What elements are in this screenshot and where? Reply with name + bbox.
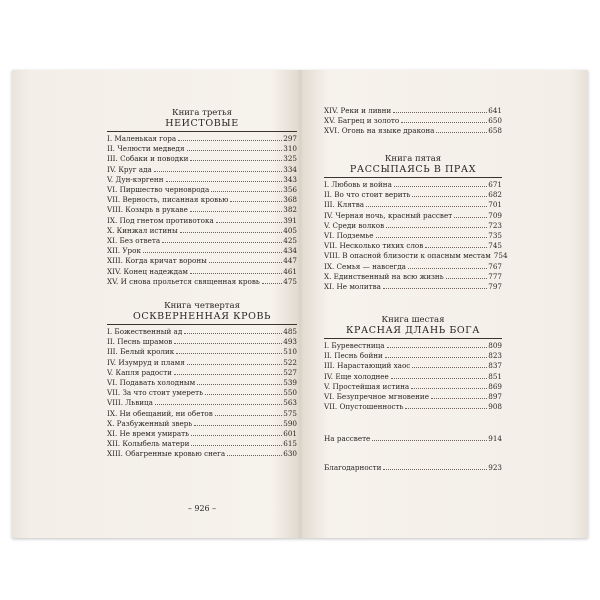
- leader-dots: [190, 211, 282, 212]
- entry-title: VIII. В опасной близости к опасным местам: [324, 251, 491, 261]
- entry-title: XI. Без ответа: [107, 236, 161, 246]
- entry-title: IV. Круг ада: [107, 164, 152, 174]
- toc-entry: [107, 409, 297, 419]
- entry-page: 539: [283, 378, 297, 388]
- entry-title: IX. Ни обещаний, ни обетов: [107, 408, 213, 418]
- right-page: [324, 70, 508, 538]
- entry-page: 550: [283, 388, 297, 398]
- entry-page: 485: [283, 327, 297, 336]
- leader-dots: [454, 217, 487, 218]
- entry-title: XII. Урок: [107, 246, 141, 256]
- toc-entry: [107, 175, 297, 185]
- leader-dots: [436, 132, 487, 133]
- leader-dots: [412, 196, 487, 197]
- book3-rule: [107, 131, 297, 132]
- entry-page: 527: [283, 367, 297, 377]
- entry-title: XII. Колыбель матери: [107, 439, 190, 449]
- book3-continued-section: [324, 106, 502, 137]
- entry-page: 475: [283, 276, 297, 286]
- leader-dots: [446, 278, 488, 279]
- entry-page: 434: [283, 246, 297, 256]
- entry-title: V. Среди волков: [324, 220, 385, 230]
- entry-title: IV. Черная ночь, красный рассвет: [324, 210, 453, 220]
- entry-page: 391: [283, 215, 297, 225]
- entry-title: II. Во что стоит верить: [324, 190, 411, 200]
- book3-entries: [107, 134, 297, 287]
- entry-title: XIII. Обагренные кровью снега: [107, 449, 226, 459]
- toc-entry: [107, 388, 297, 398]
- entry-page: 837: [488, 361, 502, 371]
- toc-entry: [324, 190, 502, 200]
- leader-dots: [387, 347, 488, 348]
- entry-title: IX. Семья — навсегда: [324, 261, 406, 271]
- entry-page: 382: [283, 205, 297, 215]
- entry-title: II. Песнь шрамов: [107, 337, 173, 347]
- toc-entry: [324, 116, 502, 126]
- entry-page: 914: [488, 434, 502, 443]
- entry-title: VII. Опустошенность: [324, 402, 404, 412]
- book-spread: [12, 70, 588, 538]
- entry-page: 493: [283, 337, 297, 347]
- book6-rule: [324, 338, 502, 339]
- entry-page: 777: [488, 271, 502, 281]
- leader-dots: [412, 367, 487, 368]
- leader-dots: [176, 353, 282, 354]
- entry-page: 767: [488, 261, 502, 271]
- entry-title: VI. Пиршество черноврода: [107, 185, 210, 195]
- entry-page: 735: [488, 231, 502, 241]
- entry-title: VII. За что стоит умереть: [107, 388, 204, 398]
- entry-page: 310: [283, 144, 297, 154]
- dawn-entry-wrap: [324, 434, 502, 444]
- leader-dots: [143, 252, 282, 253]
- toc-entry: [324, 262, 502, 272]
- toc-entry: [107, 368, 297, 378]
- entry-page: 658: [488, 126, 502, 136]
- toc-entry: [107, 267, 297, 277]
- leader-dots: [162, 242, 282, 243]
- leader-dots: [262, 283, 282, 284]
- entry-title: VII. Несколько тихих слов: [324, 241, 424, 251]
- entry-page: 797: [488, 282, 502, 292]
- entry-title: IX. Под гнетом противотока: [107, 215, 214, 225]
- book3-section: [107, 108, 297, 287]
- leader-dots: [386, 227, 487, 228]
- toc-entry: [107, 246, 297, 256]
- entry-page: 356: [283, 185, 297, 195]
- leader-dots: [215, 415, 282, 416]
- entry-title: XV. Багрец и золото: [324, 116, 400, 126]
- leader-dots: [211, 191, 282, 192]
- leader-dots: [385, 357, 487, 358]
- entry-title: III. Белый кролик: [107, 347, 175, 357]
- entry-title: XIV. Реки и ливни: [324, 106, 392, 115]
- toc-entry: [324, 272, 502, 282]
- entry-page: 823: [488, 351, 502, 361]
- entry-page: 671: [488, 180, 502, 189]
- toc-entry: [107, 134, 297, 144]
- entry-page: 368: [283, 195, 297, 205]
- leader-dots: [154, 171, 283, 172]
- toc-entry: [107, 256, 297, 266]
- entry-page: 682: [488, 190, 502, 200]
- entry-page: 563: [283, 398, 297, 408]
- leader-dots: [187, 150, 283, 151]
- entry-title: VI. Безупречное мгновение: [324, 392, 429, 402]
- toc-entry: [107, 337, 297, 347]
- leader-dots: [191, 435, 282, 436]
- leader-dots: [411, 388, 487, 389]
- book5-rule: [324, 177, 502, 178]
- entry-title: X. Кинжал истины: [107, 225, 178, 235]
- entry-title: V. Простейшая истина: [324, 381, 410, 391]
- entry-page: 723: [488, 220, 502, 230]
- entry-page: 522: [283, 357, 297, 367]
- toc-entry: [107, 449, 297, 459]
- leader-dots: [391, 378, 487, 379]
- book5-entries: [324, 180, 508, 292]
- entry-title: I. Любовь и война: [324, 180, 392, 189]
- page-number: – 926 –: [187, 504, 217, 513]
- toc-entry-thanks: [324, 463, 502, 473]
- entry-page: 630: [283, 449, 297, 459]
- book3-title: НЕИСТОВЫЕ: [165, 118, 239, 129]
- leader-dots: [178, 140, 282, 141]
- leader-dots: [383, 288, 487, 289]
- entry-page: 334: [283, 164, 297, 174]
- entry-title: XIII. Когда кричат вороны: [107, 256, 207, 266]
- toc-entry: [324, 382, 502, 392]
- entry-title: V. Капля радости: [107, 367, 172, 377]
- book6-title: КРАСНАЯ ДЛАНЬ БОГА: [346, 325, 480, 336]
- toc-entry: [107, 205, 297, 215]
- entry-title: III. Нарастающий хаос: [324, 361, 411, 371]
- entry-page: 745: [488, 241, 502, 251]
- leader-dots: [366, 206, 487, 207]
- toc-entry: [107, 185, 297, 195]
- leader-dots: [401, 122, 487, 123]
- toc-entry: [107, 144, 297, 154]
- book4-section: [107, 301, 297, 460]
- entry-title: X. Разбуженный зверь: [107, 418, 193, 428]
- leader-dots: [408, 268, 487, 269]
- toc-entry: [324, 341, 502, 351]
- entry-title: VI. Подземье: [324, 231, 374, 241]
- entry-title: II. Челюсти медведя: [107, 144, 185, 154]
- left-page: [107, 70, 297, 538]
- entry-title: XV. И снова прольется священная кровь: [107, 276, 260, 286]
- leader-dots: [174, 374, 282, 375]
- entry-page: 343: [283, 174, 297, 184]
- toc-entry: [324, 211, 502, 221]
- book6-label: Книга шестая: [381, 315, 445, 325]
- entry-title: IV. Еще холоднее: [324, 371, 389, 381]
- entry-title: X. Единственный на всю жизнь: [324, 271, 444, 281]
- entry-title: II. Песнь бойни: [324, 351, 383, 361]
- entry-page: 650: [488, 116, 502, 126]
- book4-rule: [107, 324, 297, 325]
- book4-title: ОСКВЕРНЕННАЯ КРОВЬ: [132, 311, 272, 322]
- leader-dots: [166, 181, 283, 182]
- toc-entry: [107, 165, 297, 175]
- leader-dots: [372, 440, 487, 441]
- toc-entry: [107, 358, 297, 368]
- entry-title: V. Дун-кэргенн: [107, 174, 164, 184]
- entry-page: 908: [488, 402, 502, 412]
- entry-title: VIII. Львица: [107, 398, 153, 408]
- leader-dots: [190, 160, 282, 161]
- leader-dots: [187, 364, 283, 365]
- toc-entry: [324, 200, 502, 210]
- book5-label: Книга пятая: [384, 154, 442, 164]
- entry-title: IV. Изумруд и пламя: [107, 357, 185, 367]
- leader-dots: [376, 237, 488, 238]
- leader-dots: [230, 201, 282, 202]
- entry-title: I. Буревестница: [324, 341, 385, 350]
- entry-title: VII. Верность, писанная кровью: [107, 195, 229, 205]
- entry-title: I. Божественный ад: [107, 327, 183, 336]
- toc-entry-dawn: [324, 434, 502, 444]
- entry-page: 615: [283, 439, 297, 449]
- thanks-entry-wrap: [324, 463, 502, 473]
- entry-page: 701: [488, 200, 502, 210]
- entry-title: XVI. Огонь на языке дракона: [324, 126, 435, 136]
- toc-entry: [107, 277, 297, 287]
- leader-dots: [227, 455, 282, 456]
- leader-dots: [209, 262, 282, 263]
- entry-title: I. Маленькая гора: [107, 134, 177, 143]
- leader-dots: [155, 404, 282, 405]
- book5-title: РАССЫПАЯСЬ В ПРАХ: [349, 164, 477, 175]
- entry-page: 325: [283, 154, 297, 164]
- toc-entry: [107, 236, 297, 246]
- entry-page: 897: [488, 392, 502, 402]
- book5-section: [324, 154, 508, 292]
- entry-page: 923: [488, 463, 502, 472]
- entry-page: 510: [283, 347, 297, 357]
- entry-title: XIV. Конец надеждам: [107, 266, 188, 276]
- entry-title: III. Клятва: [324, 200, 365, 210]
- toc-entry: [107, 398, 297, 408]
- leader-dots: [191, 445, 282, 446]
- leader-dots: [197, 384, 282, 385]
- entry-page: 709: [488, 210, 502, 220]
- toc-entry: [324, 126, 502, 136]
- entry-title: VI. Подавать холодным: [107, 378, 196, 388]
- toc-entry: [324, 231, 502, 241]
- leader-dots: [405, 408, 487, 409]
- toc-entry: [107, 378, 297, 388]
- entry-page: 754: [493, 251, 508, 261]
- toc-entry: [107, 347, 297, 357]
- entry-page: 809: [488, 341, 502, 350]
- toc-entry: [107, 226, 297, 236]
- entry-title: VIII. Козырь в рукаве: [107, 205, 188, 215]
- toc-entry: [107, 195, 297, 205]
- entry-page: 641: [488, 106, 502, 115]
- toc-entry: [324, 351, 502, 361]
- entry-title: III. Собаки и поводки: [107, 154, 189, 164]
- leader-dots: [205, 394, 282, 395]
- toc-entry: [324, 180, 502, 190]
- leader-dots: [180, 232, 283, 233]
- toc-entry: [324, 106, 502, 116]
- book4-label: Книга четвертая: [164, 301, 240, 311]
- leader-dots: [190, 273, 282, 274]
- leader-dots: [194, 425, 282, 426]
- toc-entry: [324, 282, 502, 292]
- toc-entry: [324, 241, 502, 251]
- entry-page: 575: [283, 408, 297, 418]
- leader-dots: [174, 343, 282, 344]
- leader-dots: [216, 222, 283, 223]
- entry-title: На рассвете: [324, 434, 371, 443]
- toc-entry: [107, 429, 297, 439]
- leader-dots: [393, 112, 487, 113]
- entry-page: 405: [283, 225, 297, 235]
- toc-entry: [324, 402, 502, 412]
- entry-page: 590: [283, 418, 297, 428]
- book4-entries: [107, 327, 297, 460]
- leader-dots: [184, 333, 282, 334]
- entry-page: 461: [283, 266, 297, 276]
- toc-entry: [107, 327, 297, 337]
- leader-dots: [383, 469, 487, 470]
- book3-continued-entries: [324, 106, 502, 137]
- leader-dots: [431, 398, 487, 399]
- toc-entry: [107, 439, 297, 449]
- leader-dots: [425, 247, 487, 248]
- entry-page: 851: [488, 371, 502, 381]
- toc-entry: [324, 221, 502, 231]
- book3-label: Книга третья: [172, 108, 232, 118]
- toc-entry: [107, 154, 297, 164]
- entry-title: XI. Не молитва: [324, 282, 381, 292]
- entry-title: Благодарности: [324, 463, 382, 472]
- toc-entry: [324, 372, 502, 382]
- toc-entry: [324, 251, 508, 261]
- entry-page: 425: [283, 236, 297, 246]
- toc-entry: [107, 216, 297, 226]
- entry-page: 297: [283, 134, 297, 143]
- toc-entry: [324, 361, 502, 371]
- entry-page: 601: [283, 429, 297, 439]
- entry-title: XI. Не время умирать: [107, 429, 190, 439]
- toc-entry: [324, 392, 502, 402]
- entry-page: 447: [283, 256, 297, 266]
- book6-section: [324, 315, 502, 412]
- toc-entry: [107, 419, 297, 429]
- leader-dots: [394, 186, 487, 187]
- book6-entries: [324, 341, 502, 412]
- entry-page: 869: [488, 381, 502, 391]
